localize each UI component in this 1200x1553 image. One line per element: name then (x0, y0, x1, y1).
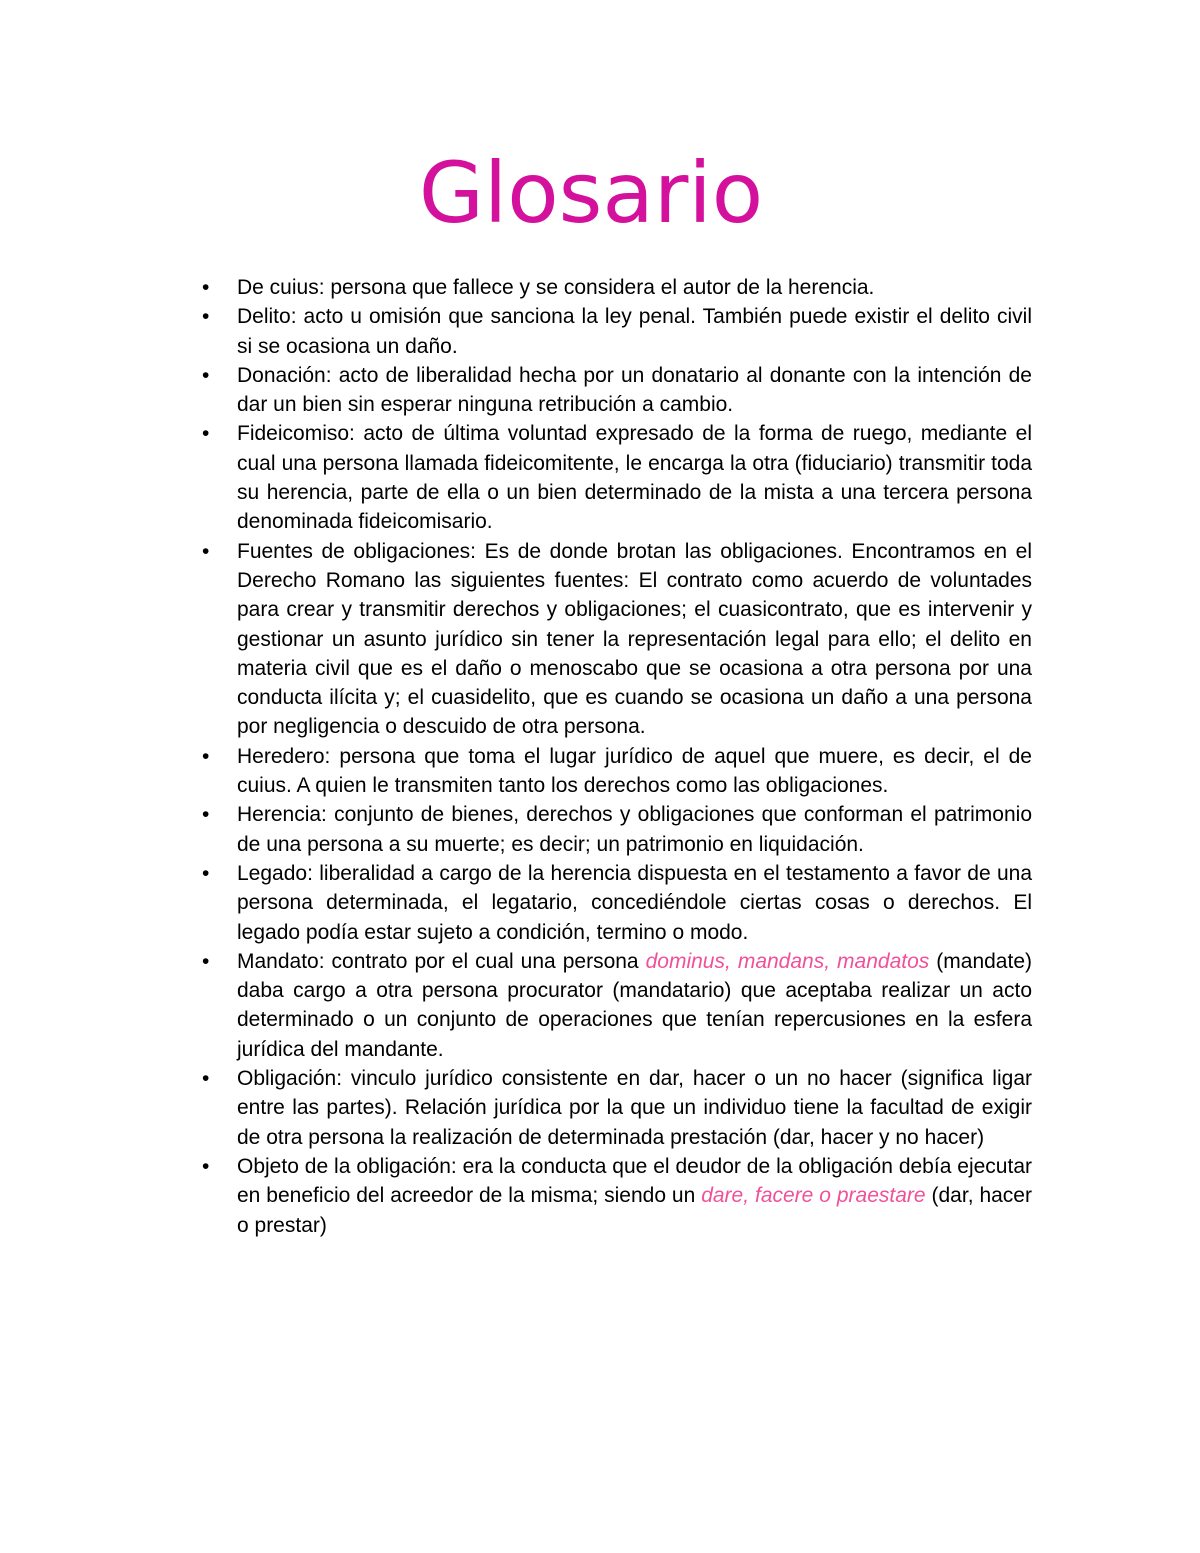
bullet-icon: • (202, 539, 210, 563)
bullet-icon: • (202, 276, 210, 299)
glossary-entry (202, 537, 1032, 742)
glossary-entry (202, 800, 1032, 859)
glossary-list (202, 273, 1032, 1240)
bullet-icon: • (202, 744, 210, 768)
entry-text: Legado: liberalidad a cargo de la herencia dispuesta en el testamento a favor de una persona determinada, el legatario, concediéndole ciertas cosas o derechos. El legado podía estar sujeto a condición, termino o modo. (237, 861, 1032, 944)
latin-term: dare, facere o praestare (701, 1184, 926, 1208)
glossary-entry (202, 361, 1032, 420)
entry-text: Fuentes de obligaciones: Es de donde brotan las obligaciones. Encontramos en el Derecho Romano las siguientes fuentes: El contrato como acuerdo de voluntades para crear y transmitir derechos y obligaciones; el cuasicontrato, que es intervenir y gestionar un asunto jurídico sin tener la representación legal para ello; el delito en materia civil que es el daño o menoscabo que se ocasiona a otra persona por una conducta ilícita y; el cuasidelito, que es cuando se ocasiona un daño a una persona por negligencia o descuido de otra persona. (237, 539, 1032, 739)
entry-text: Objeto de la obligación: era la conducta que el deudor de la obligación debía ejecutar en beneficio del acreedor de la misma; siendo un (237, 1154, 1032, 1208)
bullet-icon: • (202, 861, 210, 885)
glossary-entry (202, 1152, 1032, 1240)
entry-text: De cuius: persona que fallece y se considera el autor de la herencia. (237, 276, 875, 299)
entry-text: Herencia: conjunto de bienes, derechos y obligaciones que conforman el patrimonio de una persona a su muerte; es decir; un patrimonio en liquidación. (237, 803, 1032, 856)
entry-text: Donación: acto de liberalidad hecha por un donatario al donante con la intención de dar un bien sin esperar ninguna retribución a cambio. (237, 363, 1032, 417)
entry-text: Delito: acto u omisión que sanciona la ley penal. También puede existir el delito civil si se ocasiona un daño. (237, 305, 1032, 358)
glossary-entry (202, 742, 1032, 801)
entry-text: Fideicomiso: acto de última voluntad expresado de la forma de ruego, mediante el cual una persona llamada fideicomitente, le encarga la otra (fiduciario) transmitir toda su herencia, parte de ella o un bien determinado de la mista a una tercera persona denominada fideicomisario. (237, 422, 1032, 534)
bullet-icon: • (202, 803, 210, 827)
latin-term: dominus, mandans, mandatos (645, 949, 930, 973)
bullet-icon: • (202, 422, 210, 446)
entry-text: (mandate) daba cargo a otra persona procurator (mandatario) que aceptaba realizar un acto determinado o un conjunto de operaciones que tenían repercusiones en la esfera jurídica del mandante. (237, 949, 1032, 1061)
bullet-icon: • (202, 949, 210, 973)
bullet-icon: • (202, 305, 210, 329)
glossary-entry (202, 947, 1032, 1064)
bullet-icon: • (202, 363, 210, 387)
bullet-icon: • (202, 1067, 210, 1091)
glossary-entry (202, 302, 1032, 361)
entry-text: Heredero: persona que toma el lugar jurídico de aquel que muere, es decir, el de cuius. A quien le transmiten tanto los derechos como las obligaciones. (237, 744, 1032, 798)
glossary-entry (202, 273, 1032, 302)
entry-text: Obligación: vinculo jurídico consistente en dar, hacer o un no hacer (significa ligar entre las partes). Relación jurídica por la que un individuo tiene la facultad de exigir de otra persona la realización de determinada prestación (dar, hacer y no hacer) (237, 1067, 1032, 1149)
entry-text: (dar, hacer o prestar) (237, 1184, 1032, 1237)
glossary-entry (202, 1064, 1032, 1152)
glossary-entry (202, 419, 1032, 536)
page-title: Glosario (418, 144, 764, 242)
entry-text: Mandato: contrato por el cual una persona (237, 949, 646, 973)
glossary-entry (202, 859, 1032, 947)
bullet-icon: • (202, 1154, 210, 1178)
